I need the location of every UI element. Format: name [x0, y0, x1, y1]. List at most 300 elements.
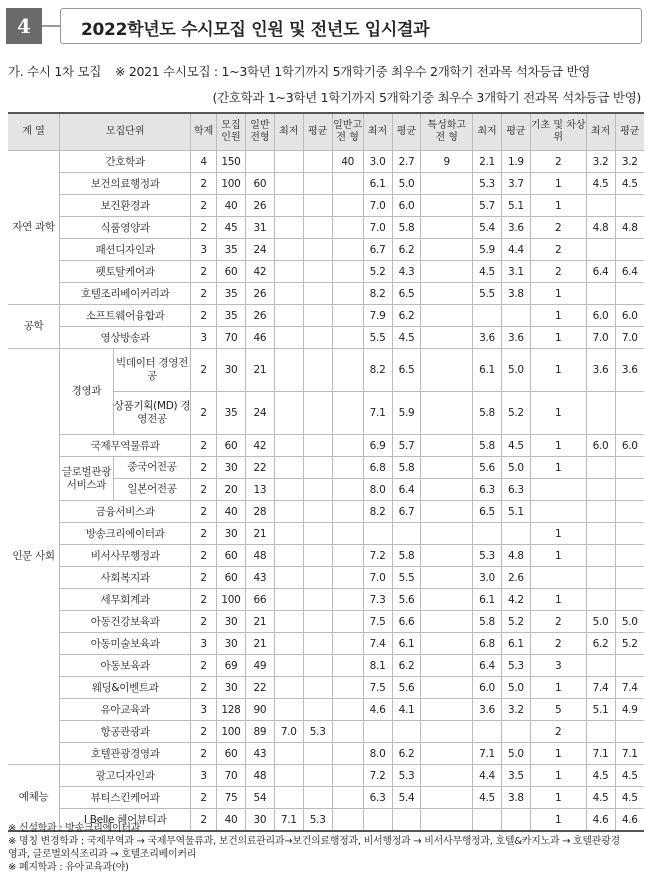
value-cell: 4.5: [586, 173, 615, 195]
value-cell: 6.4: [473, 655, 502, 677]
value-cell: [303, 633, 332, 655]
value-cell: 5.1: [501, 501, 530, 523]
value-cell: [274, 523, 303, 545]
value-cell: [615, 283, 644, 305]
value-cell: 9: [421, 151, 473, 173]
value-cell: 3.2: [501, 699, 530, 721]
dept-cell: 아동보육과: [60, 655, 191, 677]
value-cell: 70: [217, 327, 246, 349]
value-cell: 1: [530, 589, 586, 611]
value-cell: 7.1: [274, 809, 303, 832]
value-cell: [421, 699, 473, 721]
value-cell: 1: [530, 677, 586, 699]
value-cell: 1: [530, 809, 586, 832]
value-cell: [274, 589, 303, 611]
value-cell: 5.3: [501, 655, 530, 677]
table-header-row: [8, 113, 644, 151]
value-cell: [332, 195, 363, 217]
value-cell: [274, 305, 303, 327]
value-cell: [473, 721, 502, 743]
value-cell: 5.9: [392, 392, 421, 435]
title-box: [60, 8, 642, 44]
value-cell: 3.6: [473, 699, 502, 721]
value-cell: 26: [245, 305, 274, 327]
value-cell: 5.6: [473, 457, 502, 479]
value-cell: 6.2: [392, 305, 421, 327]
table-row: [8, 349, 644, 392]
header-avg1: 평균: [303, 113, 332, 151]
value-cell: 5.3: [392, 765, 421, 787]
value-cell: 8.2: [363, 501, 392, 523]
value-cell: 2: [530, 611, 586, 633]
value-cell: [274, 743, 303, 765]
value-cell: [303, 305, 332, 327]
value-cell: 5.4: [392, 787, 421, 809]
value-cell: [303, 239, 332, 261]
value-cell: [421, 349, 473, 392]
value-cell: [615, 479, 644, 501]
dept-cell: 금융서비스과: [60, 501, 191, 523]
value-cell: [303, 457, 332, 479]
value-cell: 2: [191, 173, 217, 195]
group-cell: 자연 과학: [8, 151, 60, 305]
value-cell: 21: [245, 349, 274, 392]
value-cell: 3.6: [615, 349, 644, 392]
value-cell: [332, 567, 363, 589]
table-row: [8, 677, 644, 699]
value-cell: 7.9: [363, 305, 392, 327]
value-cell: 4.4: [501, 239, 530, 261]
value-cell: 54: [245, 787, 274, 809]
value-cell: 4.8: [615, 217, 644, 239]
value-cell: 30: [217, 633, 246, 655]
value-cell: 8.0: [363, 479, 392, 501]
value-cell: 1: [530, 787, 586, 809]
value-cell: [274, 545, 303, 567]
value-cell: [586, 239, 615, 261]
value-cell: [332, 677, 363, 699]
value-cell: [392, 523, 421, 545]
value-cell: 8.1: [363, 655, 392, 677]
value-cell: 5.0: [615, 611, 644, 633]
value-cell: 40: [217, 195, 246, 217]
header-moji: 모집 인원: [217, 113, 246, 151]
value-cell: 2: [191, 611, 217, 633]
value-cell: [332, 173, 363, 195]
value-cell: [332, 523, 363, 545]
value-cell: 48: [245, 765, 274, 787]
value-cell: 6.0: [615, 305, 644, 327]
value-cell: 4: [191, 151, 217, 173]
value-cell: [530, 501, 586, 523]
value-cell: 6.1: [473, 349, 502, 392]
dept-cell: 패션디자인과: [60, 239, 191, 261]
value-cell: [586, 479, 615, 501]
value-cell: 6.1: [392, 633, 421, 655]
value-cell: [615, 392, 644, 435]
value-cell: 3: [191, 239, 217, 261]
header-gicho: 기초 및 차상위: [530, 113, 586, 151]
value-cell: 8.2: [363, 283, 392, 305]
dept-cell: 방송크리에이터과: [60, 523, 191, 545]
value-cell: [586, 545, 615, 567]
value-cell: 5.5: [363, 327, 392, 349]
value-cell: 3.6: [501, 217, 530, 239]
value-cell: [332, 655, 363, 677]
group-cell: 예체능: [8, 765, 60, 832]
value-cell: [332, 589, 363, 611]
value-cell: 7.0: [363, 217, 392, 239]
dept-cell: 광고디자인과: [60, 765, 191, 787]
value-cell: 4.5: [615, 787, 644, 809]
value-cell: 5.0: [501, 677, 530, 699]
value-cell: 2: [191, 195, 217, 217]
value-cell: 30: [217, 677, 246, 699]
value-cell: 26: [245, 195, 274, 217]
value-cell: 4.1: [392, 699, 421, 721]
value-cell: [586, 195, 615, 217]
value-cell: 7.4: [363, 633, 392, 655]
dept-cell: 보건환경과: [60, 195, 191, 217]
value-cell: 2: [191, 589, 217, 611]
value-cell: 31: [245, 217, 274, 239]
value-cell: [615, 721, 644, 743]
value-cell: 35: [217, 239, 246, 261]
value-cell: 5.6: [392, 677, 421, 699]
value-cell: 30: [217, 523, 246, 545]
value-cell: [421, 589, 473, 611]
value-cell: 3.1: [501, 261, 530, 283]
value-cell: 30: [245, 809, 274, 832]
value-cell: 2: [191, 545, 217, 567]
header-hakje: 학제: [191, 113, 217, 151]
value-cell: [274, 349, 303, 392]
value-cell: 5.2: [501, 392, 530, 435]
value-cell: 128: [217, 699, 246, 721]
table-row: [8, 261, 644, 283]
value-cell: 4.5: [615, 765, 644, 787]
value-cell: [303, 545, 332, 567]
value-cell: [332, 305, 363, 327]
value-cell: [586, 283, 615, 305]
value-cell: 20: [217, 479, 246, 501]
value-cell: 1: [530, 457, 586, 479]
dept-cell: 보건의료행정과: [60, 173, 191, 195]
header-min1: 최저: [274, 113, 303, 151]
value-cell: 3.2: [586, 151, 615, 173]
value-cell: [303, 655, 332, 677]
value-cell: 2: [191, 787, 217, 809]
value-cell: 2: [191, 435, 217, 457]
value-cell: [332, 327, 363, 349]
value-cell: [332, 239, 363, 261]
value-cell: 1: [530, 195, 586, 217]
value-cell: [586, 655, 615, 677]
value-cell: 4.6: [363, 699, 392, 721]
value-cell: 1: [530, 283, 586, 305]
value-cell: [274, 195, 303, 217]
value-cell: 2: [530, 261, 586, 283]
value-cell: [530, 479, 586, 501]
value-cell: 5.3: [303, 809, 332, 832]
value-cell: [274, 699, 303, 721]
value-cell: 5.5: [473, 283, 502, 305]
value-cell: 6.6: [392, 611, 421, 633]
value-cell: 5.7: [473, 195, 502, 217]
value-cell: 1: [530, 349, 586, 392]
value-cell: [586, 392, 615, 435]
value-cell: 2: [191, 457, 217, 479]
page-title: 2022학년도 수시모집 인원 및 전년도 입시결과: [81, 20, 430, 40]
value-cell: [615, 457, 644, 479]
value-cell: 40: [217, 501, 246, 523]
dept-cell: 유아교육과: [60, 699, 191, 721]
value-cell: 6.0: [615, 435, 644, 457]
value-cell: [303, 195, 332, 217]
value-cell: [274, 567, 303, 589]
dept-cell: 비서사무행정과: [60, 545, 191, 567]
dept-cell: 아동미술보육과: [60, 633, 191, 655]
value-cell: 5.0: [586, 611, 615, 633]
table-row: [8, 457, 644, 479]
value-cell: 4.4: [473, 765, 502, 787]
value-cell: [303, 261, 332, 283]
value-cell: [303, 327, 332, 349]
value-cell: [501, 523, 530, 545]
table-row: [8, 655, 644, 677]
dept-cell: 상품기획(MD) 경영전공: [113, 392, 190, 435]
value-cell: [421, 195, 473, 217]
header-min3: 최저: [473, 113, 502, 151]
value-cell: 2: [530, 217, 586, 239]
value-cell: [421, 435, 473, 457]
value-cell: [332, 611, 363, 633]
value-cell: 60: [217, 743, 246, 765]
table-row: [8, 765, 644, 787]
value-cell: 24: [245, 239, 274, 261]
value-cell: [615, 195, 644, 217]
dept-cell: 사회복지과: [60, 567, 191, 589]
value-cell: 49: [245, 655, 274, 677]
table-row: [8, 283, 644, 305]
value-cell: [473, 305, 502, 327]
value-cell: [274, 655, 303, 677]
value-cell: 6.1: [501, 633, 530, 655]
value-cell: [332, 457, 363, 479]
value-cell: 5.5: [392, 567, 421, 589]
value-cell: [586, 457, 615, 479]
value-cell: [363, 523, 392, 545]
footnotes: [8, 822, 648, 874]
value-cell: [303, 743, 332, 765]
value-cell: 5.6: [392, 589, 421, 611]
value-cell: 3.6: [473, 327, 502, 349]
value-cell: [303, 501, 332, 523]
value-cell: [421, 173, 473, 195]
table-row: [8, 787, 644, 809]
value-cell: 4.8: [586, 217, 615, 239]
value-cell: [274, 151, 303, 173]
value-cell: [615, 523, 644, 545]
value-cell: 40: [217, 809, 246, 832]
value-cell: [303, 217, 332, 239]
dept-cell: 영상방송과: [60, 327, 191, 349]
table-row: [8, 611, 644, 633]
value-cell: [421, 217, 473, 239]
value-cell: 6.8: [363, 457, 392, 479]
value-cell: 2: [191, 523, 217, 545]
value-cell: 26: [245, 283, 274, 305]
value-cell: 4.5: [473, 261, 502, 283]
section-header: [6, 8, 642, 44]
value-cell: [274, 479, 303, 501]
value-cell: 2: [191, 809, 217, 832]
value-cell: [421, 457, 473, 479]
value-cell: [303, 283, 332, 305]
value-cell: 3: [191, 765, 217, 787]
table-row: [8, 217, 644, 239]
table-row: [8, 545, 644, 567]
value-cell: [274, 173, 303, 195]
value-cell: 30: [217, 611, 246, 633]
value-cell: 24: [245, 392, 274, 435]
group-cell: 공학: [8, 305, 60, 349]
value-cell: 1: [530, 305, 586, 327]
value-cell: 3.6: [586, 349, 615, 392]
value-cell: [274, 787, 303, 809]
value-cell: 1: [530, 523, 586, 545]
value-cell: 7.5: [363, 677, 392, 699]
value-cell: 4.2: [501, 589, 530, 611]
subgroup-cell: 경영과: [60, 349, 114, 435]
value-cell: 6.4: [615, 261, 644, 283]
value-cell: [332, 699, 363, 721]
table-row: [8, 501, 644, 523]
value-cell: [274, 611, 303, 633]
value-cell: [421, 743, 473, 765]
value-cell: 6.3: [473, 479, 502, 501]
value-cell: [332, 435, 363, 457]
value-cell: 21: [245, 523, 274, 545]
value-cell: 5.8: [392, 545, 421, 567]
value-cell: 2: [530, 633, 586, 655]
value-cell: 3.6: [501, 327, 530, 349]
value-cell: 3.0: [363, 151, 392, 173]
value-cell: 2: [191, 743, 217, 765]
footnote: ※ 명칭 변경학과 : 국제무역과 → 국제무역물류과, 보건의료관리과→보건의료행정과, 비서행정과 → 비서사무행정과, 호텔&카지노과 → 호텔관광경: [8, 836, 620, 847]
value-cell: 66: [245, 589, 274, 611]
dept-cell: 일본어전공: [113, 479, 190, 501]
value-cell: 6.2: [392, 655, 421, 677]
value-cell: 2: [191, 479, 217, 501]
value-cell: [274, 501, 303, 523]
value-cell: 42: [245, 435, 274, 457]
value-cell: 6.1: [473, 589, 502, 611]
value-cell: 7.0: [615, 327, 644, 349]
dept-cell: 항공관광과: [60, 721, 191, 743]
value-cell: 22: [245, 457, 274, 479]
value-cell: [421, 655, 473, 677]
value-cell: 6.5: [392, 349, 421, 392]
table-row: [8, 721, 644, 743]
table-row: [8, 327, 644, 349]
value-cell: [274, 765, 303, 787]
value-cell: 6.4: [392, 479, 421, 501]
value-cell: 60: [217, 261, 246, 283]
value-cell: [274, 457, 303, 479]
value-cell: [586, 721, 615, 743]
value-cell: 35: [217, 283, 246, 305]
value-cell: 4.5: [392, 327, 421, 349]
dept-cell: 웨딩&이벤트과: [60, 677, 191, 699]
value-cell: 60: [217, 545, 246, 567]
value-cell: [274, 633, 303, 655]
value-cell: 5.1: [586, 699, 615, 721]
value-cell: 30: [217, 457, 246, 479]
value-cell: 5: [530, 699, 586, 721]
value-cell: [332, 217, 363, 239]
value-cell: 5.8: [473, 435, 502, 457]
value-cell: 7.0: [363, 195, 392, 217]
value-cell: 1: [530, 435, 586, 457]
value-cell: [303, 589, 332, 611]
value-cell: [303, 699, 332, 721]
footnote: ※ 폐지학과 : 유아교육과(야): [8, 862, 129, 873]
value-cell: 1: [530, 765, 586, 787]
value-cell: 4.5: [586, 765, 615, 787]
header-ilban: 일반 전형: [245, 113, 274, 151]
subtitle-line: [8, 62, 590, 80]
table-row: [8, 523, 644, 545]
value-cell: 8.2: [363, 349, 392, 392]
value-cell: [530, 567, 586, 589]
value-cell: 2: [530, 239, 586, 261]
dept-cell: 빅데이터 경영전공: [113, 349, 190, 392]
value-cell: 5.0: [392, 173, 421, 195]
value-cell: [332, 545, 363, 567]
dept-cell: 소프트웨어융합과: [60, 305, 191, 327]
value-cell: 3.5: [501, 765, 530, 787]
footnote: 영과, 글로벌외식조리과 → 호텔조리베이커리: [8, 849, 197, 860]
value-cell: 7.4: [615, 677, 644, 699]
value-cell: 60: [217, 435, 246, 457]
value-cell: 4.9: [615, 699, 644, 721]
value-cell: 3: [191, 633, 217, 655]
value-cell: 5.1: [501, 195, 530, 217]
dept-cell: 펫토탈케어과: [60, 261, 191, 283]
value-cell: 6.0: [392, 195, 421, 217]
value-cell: [615, 567, 644, 589]
table-row: [8, 173, 644, 195]
dept-cell: 호텔조리베이커리과: [60, 283, 191, 305]
value-cell: [392, 721, 421, 743]
value-cell: 4.5: [473, 787, 502, 809]
admission-results-table: [8, 112, 644, 832]
value-cell: 4.5: [586, 787, 615, 809]
value-cell: [303, 151, 332, 173]
value-cell: 2: [191, 349, 217, 392]
value-cell: 1: [530, 173, 586, 195]
dept-cell: 간호학과: [60, 151, 191, 173]
header-min2: 최저: [363, 113, 392, 151]
value-cell: [421, 479, 473, 501]
value-cell: 6.3: [363, 787, 392, 809]
value-cell: 2: [191, 261, 217, 283]
value-cell: [274, 261, 303, 283]
header-avg4: 평균: [615, 113, 644, 151]
value-cell: 5.3: [473, 173, 502, 195]
dept-cell: 뷰티스킨케어과: [60, 787, 191, 809]
